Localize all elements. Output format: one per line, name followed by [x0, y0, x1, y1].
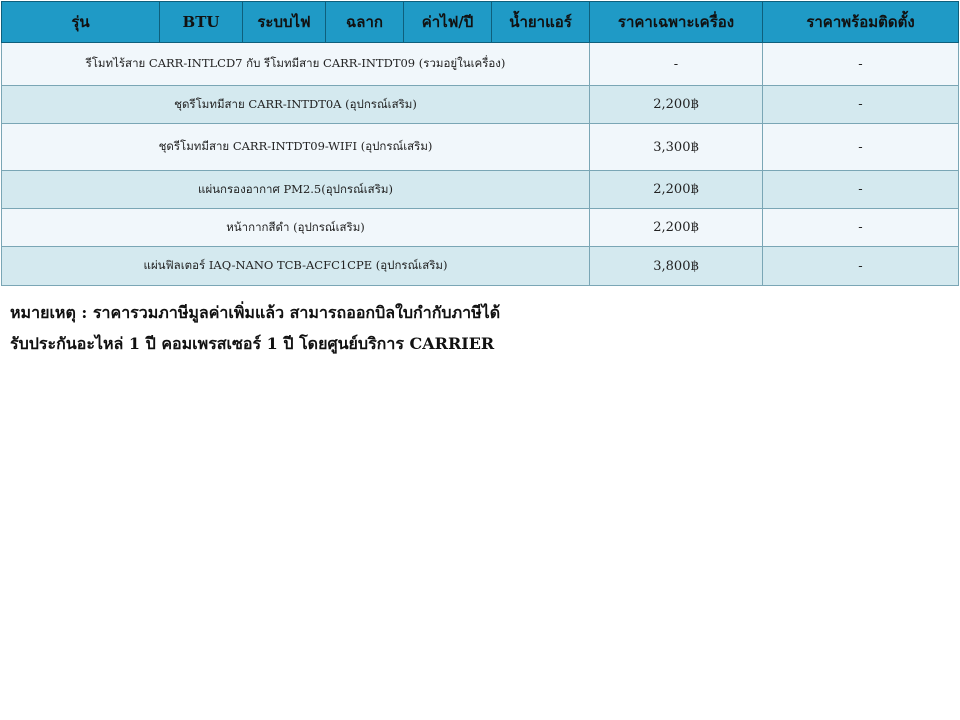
installed-price: - — [763, 124, 959, 171]
installed-price: - — [763, 171, 959, 209]
table-row — [2, 171, 959, 209]
unit-price: 3,300฿ — [590, 124, 763, 171]
unit-price: 2,200฿ — [590, 171, 763, 209]
header-model: รุ่น — [2, 2, 160, 43]
table-row — [2, 209, 959, 247]
table-header-row — [2, 2, 959, 43]
note-warranty: รับประกันอะไหล่ 1 ปี คอมเพรสเซอร์ 1 ปี โดยศูนย์บริการ CARRIER — [10, 334, 495, 353]
header-label: ฉลาก — [326, 2, 404, 43]
header-power-system: ระบบไฟ — [243, 2, 326, 43]
unit-price: 3,800฿ — [590, 247, 763, 286]
header-refrigerant: น้ำยาแอร์ — [492, 2, 590, 43]
unit-price: 2,200฿ — [590, 86, 763, 124]
price-table — [1, 1, 959, 286]
header-unit-price: ราคาเฉพาะเครื่อง — [590, 2, 763, 43]
notes — [10, 297, 500, 359]
installed-price: - — [763, 209, 959, 247]
item-name: ชุดรีโมทมีสาย CARR-INTDT09-WIFI (อุปกรณ์เสริม) — [2, 124, 590, 171]
table-row — [2, 86, 959, 124]
table-row — [2, 124, 959, 171]
unit-price: 2,200฿ — [590, 209, 763, 247]
item-name: หน้ากากสีดำ (อุปกรณ์เสริม) — [2, 209, 590, 247]
header-electricity-cost: ค่าไฟ/ปี — [404, 2, 492, 43]
header-btu: BTU — [160, 2, 243, 43]
item-name: ชุดรีโมทมีสาย CARR-INTDT0A (อุปกรณ์เสริม) — [2, 86, 590, 124]
installed-price: - — [763, 247, 959, 286]
header-installed-price: ราคาพร้อมติดตั้ง — [763, 2, 959, 43]
table-row — [2, 43, 959, 86]
item-name: แผ่นกรองอากาศ PM2.5(อุปกรณ์เสริม) — [2, 171, 590, 209]
unit-price: - — [590, 43, 763, 86]
note-vat: หมายเหตุ : ราคารวมภาษีมูลค่าเพิ่มแล้ว สามารถออกบิลใบกำกับภาษีได้ — [10, 303, 501, 322]
installed-price: - — [763, 43, 959, 86]
installed-price: - — [763, 86, 959, 124]
item-name: แผ่นฟิลเตอร์ IAQ-NANO TCB-ACFC1CPE (อุปกรณ์เสริม) — [2, 247, 590, 286]
table-row — [2, 247, 959, 286]
item-name: รีโมทไร้สาย CARR-INTLCD7 กับ รีโมทมีสาย CARR-INTDT09 (รวมอยู่ในเครื่อง) — [2, 43, 590, 86]
